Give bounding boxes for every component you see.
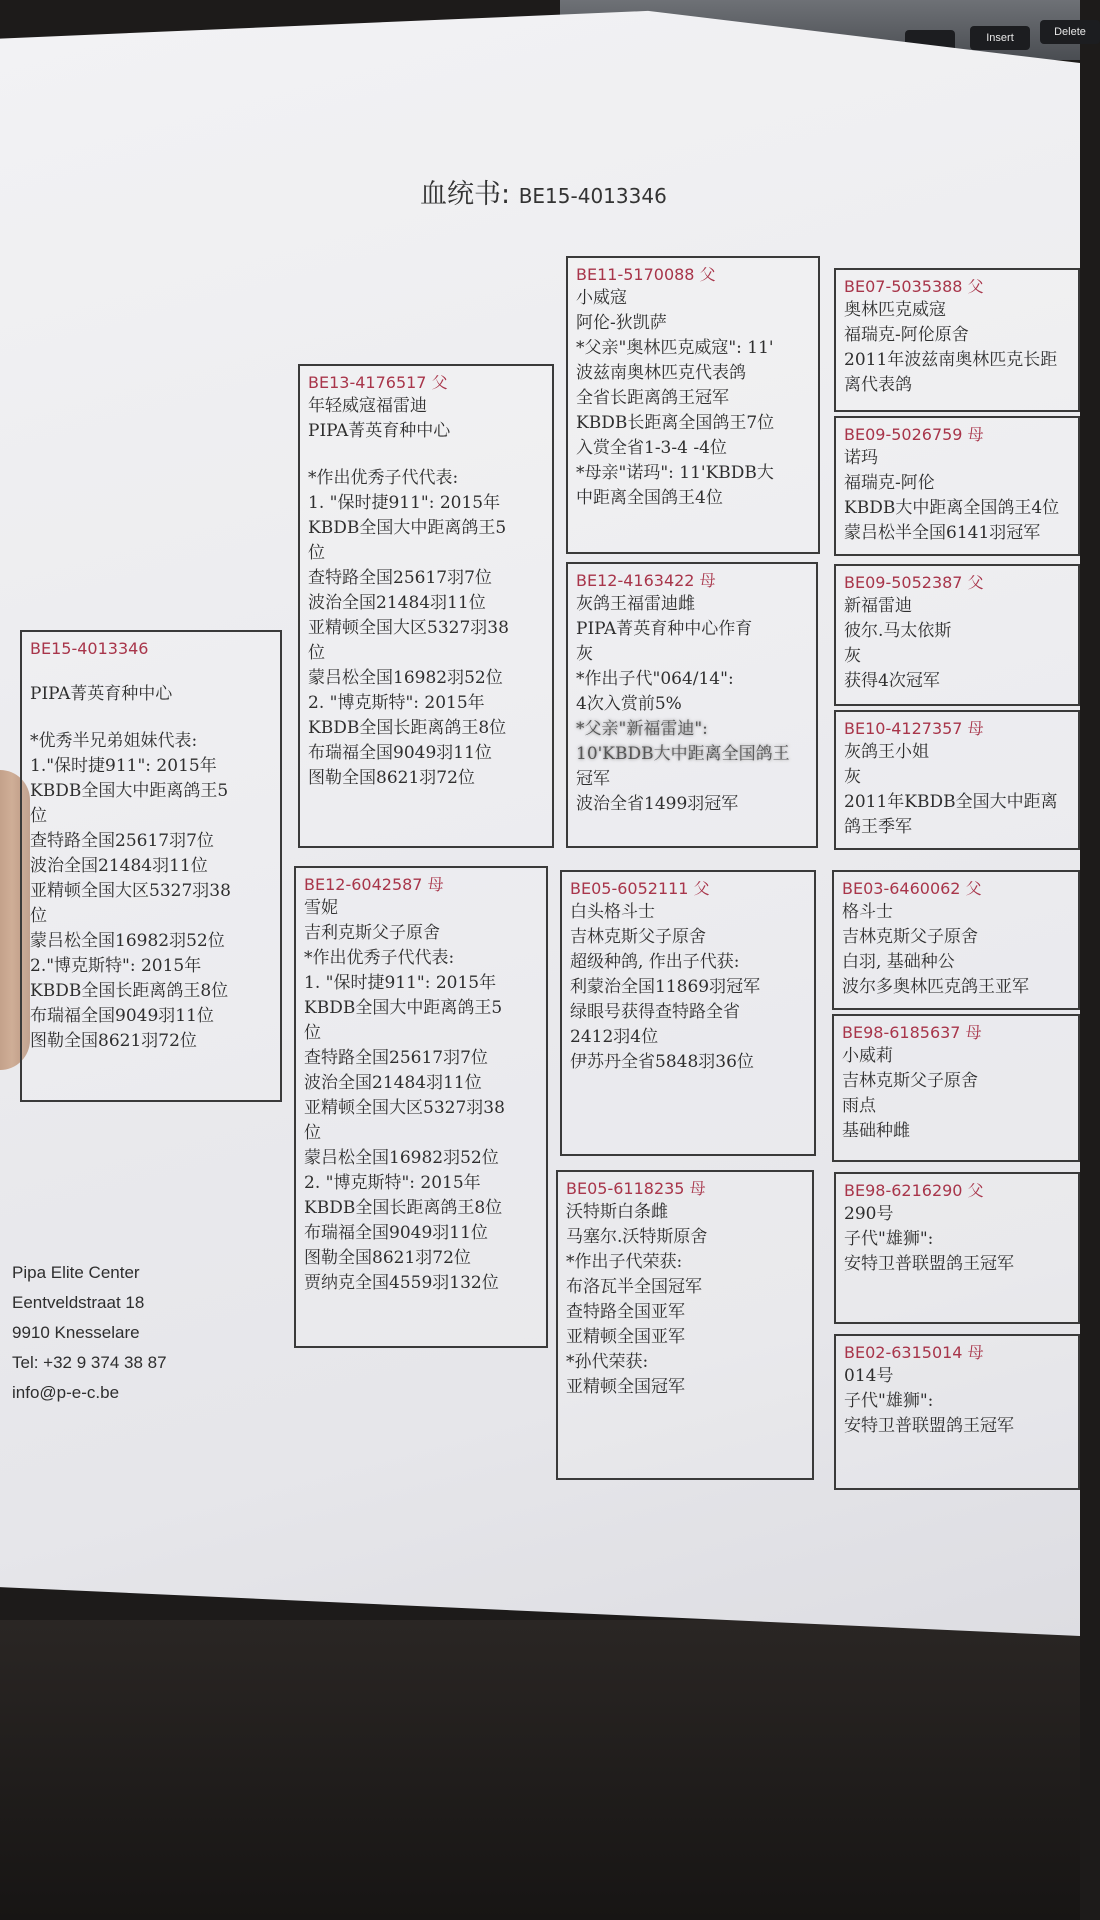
pedigree-line: 查特路全国亚军: [566, 1302, 685, 1322]
pedigree-line: *作出优秀子代代表:: [304, 948, 455, 968]
pedigree-line: 绿眼号获得查特路全省: [570, 1002, 740, 1022]
sdd-box: [834, 710, 1080, 850]
footer-city: 9910 Knesselare: [12, 1323, 140, 1342]
pedigree-line: *作出子代"064/14":: [576, 669, 734, 689]
pedigree-line: KBDB全国长距离鸽王8位: [308, 718, 507, 738]
pedigree-line: 2011年KBDB全国大中距离: [844, 792, 1058, 812]
pedigree-line: 1."保时捷911": 2015年: [30, 756, 217, 776]
pedigree-line: 灰: [844, 767, 861, 787]
pedigree-line: *作出子代荣获:: [566, 1252, 683, 1272]
pedigree-line: 波治全国21484羽11位: [308, 593, 486, 613]
sire-sire-box: [566, 256, 820, 554]
ring-number: BE02-6315014 母: [844, 1343, 984, 1362]
pedigree-line: *父亲"奥林匹克威寇": 11': [576, 338, 774, 358]
pedigree-line: 位: [308, 543, 325, 563]
pedigree-line: *母亲"诺玛": 11'KBDB大: [576, 463, 774, 483]
ring-number: BE09-5026759 母: [844, 425, 984, 444]
pedigree-line: 2011年波兹南奥林匹克长距: [844, 350, 1058, 370]
pedigree-line: 子代"雄狮":: [844, 1229, 934, 1249]
pedigree-line: 位: [304, 1123, 321, 1143]
pedigree-line: 位: [308, 643, 325, 663]
pedigree-line: 雪妮: [304, 898, 338, 918]
pedigree-line: 2. "博克斯特": 2015年: [308, 693, 485, 713]
title-label: 血统书:: [420, 179, 511, 210]
ring-number: BE11-5170088 父: [576, 265, 716, 284]
pedigree-line: 吉林克斯父子原舍: [842, 1071, 978, 1091]
pedigree-line: 新福雷迪: [844, 596, 912, 616]
pedigree-line: 鸽王季军: [844, 817, 912, 837]
pedigree-line: [30, 707, 272, 729]
pedigree-line: 位: [30, 906, 47, 926]
ring-number: BE05-6118235 母: [566, 1179, 706, 1198]
table-surface: [0, 1620, 1080, 1920]
pedigree-line: 灰鸽王福雷迪雌: [576, 594, 695, 614]
pedigree-line: 吉林克斯父子原舍: [570, 927, 706, 947]
pedigree-line: 沃特斯白条雌: [566, 1202, 668, 1222]
ssd-box: [834, 416, 1080, 556]
pedigree-line: 马塞尔.沃特斯原舍: [566, 1227, 708, 1247]
pedigree-line: 蒙吕松全国16982羽52位: [308, 668, 503, 688]
pedigree-line: 超级种鸽, 作出子代获:: [570, 952, 740, 972]
pedigree-line: 布瑞福全国9049羽11位: [308, 743, 492, 763]
pedigree-line: 安特卫普联盟鸽王冠军: [844, 1254, 1014, 1274]
pedigree-line: PIPA菁英育种中心: [30, 684, 173, 704]
pedigree-line: 基础种雌: [842, 1121, 910, 1141]
pedigree-line: PIPA菁英育种中心: [308, 421, 451, 441]
pedigree-line: 位: [30, 806, 47, 826]
pedigree-line: 格斗士: [842, 902, 893, 922]
pedigree-line: 10'KBDB大中距离全国鸽王: [576, 744, 790, 764]
sds-box: [834, 564, 1080, 706]
pedigree-line: 全省长距离鸽王冠军: [576, 388, 729, 408]
pedigree-line: KBDB全国长距离鸽王8位: [30, 981, 229, 1001]
ring-number: BE09-5052387 父: [844, 573, 984, 592]
footer-phone: Tel: +32 9 374 38 87: [12, 1353, 167, 1372]
pedigree-line: 亚精顿全国冠军: [566, 1377, 685, 1397]
ring-number: BE05-6052111 父: [570, 879, 710, 898]
title-code: BE15-4013346: [518, 184, 667, 208]
pedigree-line: 014号: [844, 1366, 894, 1386]
pedigree-line: 亚精顿全国大区5327羽38: [304, 1098, 505, 1118]
pedigree-line: 2. "博克斯特": 2015年: [304, 1173, 481, 1193]
pedigree-line: 2."博克斯特": 2015年: [30, 956, 202, 976]
pedigree-line: 布洛瓦半全国冠军: [566, 1277, 702, 1297]
pedigree-line: 图勒全国8621羽72位: [308, 768, 475, 788]
pedigree-line: 4次入赏前5%: [576, 694, 682, 714]
pedigree-line: 子代"雄狮":: [844, 1391, 934, 1411]
ring-number: BE07-5035388 父: [844, 277, 984, 296]
ring-number: BE13-4176517 父: [308, 373, 448, 392]
pedigree-line: 吉林克斯父子原舍: [842, 927, 978, 947]
pedigree-line: 波治全省1499羽冠军: [576, 794, 739, 814]
pedigree-line: 贾纳克全国4559羽132位: [304, 1273, 499, 1293]
pedigree-line: 获得4次冠军: [844, 671, 940, 691]
pedigree-line: 灰: [576, 644, 593, 664]
pedigree-line: 2412羽4位: [570, 1027, 659, 1047]
pedigree-line: 亚精顿全国亚军: [566, 1327, 685, 1347]
pedigree-line: 蒙吕松全国16982羽52位: [30, 931, 225, 951]
pedigree-line: 白头格斗士: [570, 902, 655, 922]
pedigree-line: [30, 660, 272, 682]
delete-key: Delete: [1040, 20, 1100, 44]
ring-number: BE12-6042587 母: [304, 875, 444, 894]
pedigree-line: 小威莉: [842, 1046, 893, 1066]
pedigree-line: 灰鸽王小姐: [844, 742, 929, 762]
ring-number: BE03-6460062 父: [842, 879, 982, 898]
pedigree-line: 白羽, 基础种公: [842, 952, 955, 972]
pedigree-line: 吉利克斯父子原舍: [304, 923, 440, 943]
footer-org: Pipa Elite Center: [12, 1263, 140, 1282]
pedigree-line: 安特卫普联盟鸽王冠军: [844, 1416, 1014, 1436]
pedigree-line: 布瑞福全国9049羽11位: [304, 1223, 488, 1243]
document-title: [420, 172, 667, 211]
pedigree-line: 波兹南奥林匹克代表鸽: [576, 363, 746, 383]
dss-box: [832, 870, 1080, 1010]
pedigree-line: 查特路全国25617羽7位: [308, 568, 492, 588]
footer-email: info@p-e-c.be: [12, 1383, 120, 1402]
dam-dam-box: [556, 1170, 814, 1480]
pedigree-line: 290号: [844, 1204, 894, 1224]
sss-box: [834, 268, 1080, 412]
pedigree-line: KBDB全国大中距离鸽王5: [30, 781, 229, 801]
pedigree-line: [308, 444, 544, 466]
subject-pigeon-box: [20, 630, 282, 1102]
pedigree-line: 位: [304, 1023, 321, 1043]
pedigree-line: 福瑞克-阿伦原舍: [844, 325, 969, 345]
pedigree-line: 奥林匹克威寇: [844, 300, 946, 320]
pedigree-line: 蒙吕松半全国6141羽冠军: [844, 523, 1041, 543]
pedigree-line: KBDB全国长距离鸽王8位: [304, 1198, 503, 1218]
dam-sire-box: [560, 870, 816, 1156]
pedigree-line: 诺玛: [844, 448, 878, 468]
pedigree-line: 伊苏丹全省5848羽36位: [570, 1052, 754, 1072]
pedigree-line: PIPA菁英育种中心作育: [576, 619, 753, 639]
pedigree-line: 中距离全国鸽王4位: [576, 488, 723, 508]
pedigree-line: 彼尔.马太依斯: [844, 621, 952, 641]
pedigree-line: 1. "保时捷911": 2015年: [304, 973, 497, 993]
pedigree-line: 查特路全国25617羽7位: [30, 831, 214, 851]
pedigree-line: 冠军: [576, 769, 610, 789]
pedigree-line: 亚精顿全国大区5327羽38: [30, 881, 231, 901]
pedigree-line: 亚精顿全国大区5327羽38: [308, 618, 509, 638]
pedigree-line: *优秀半兄弟姐妹代表:: [30, 731, 198, 751]
ring-number: BE98-6185637 母: [842, 1023, 982, 1042]
pedigree-line: 波治全国21484羽11位: [30, 856, 208, 876]
pedigree-line: KBDB全国大中距离鸽王5: [304, 998, 503, 1018]
pedigree-line: 小威寇: [576, 288, 627, 308]
sire-dam-box: [566, 562, 818, 848]
pedigree-line: 福瑞克-阿伦: [844, 473, 935, 493]
ring-number: BE10-4127357 母: [844, 719, 984, 738]
ddd-box: [834, 1334, 1080, 1490]
pedigree-line: 利蒙治全国11869羽冠军: [570, 977, 761, 997]
pedigree-line: KBDB长距离全国鸽王7位: [576, 413, 775, 433]
ring-number: BE98-6216290 父: [844, 1181, 984, 1200]
sire-box: [298, 364, 554, 848]
pedigree-line: 离代表鸽: [844, 375, 912, 395]
dam-box: [294, 866, 548, 1348]
pedigree-line: 年轻威寇福雷迪: [308, 396, 427, 416]
ring-number: BE12-4163422 母: [576, 571, 716, 590]
dds-box: [834, 1172, 1080, 1324]
pedigree-line: 入赏全省1-3-4 -4位: [576, 438, 727, 458]
pedigree-line: 波尔多奥林匹克鸽王亚军: [842, 977, 1029, 997]
pedigree-line: 1. "保时捷911": 2015年: [308, 493, 501, 513]
insert-key: Insert: [970, 26, 1030, 50]
footer-street: Eentveldstraat 18: [12, 1293, 145, 1312]
pedigree-line: KBDB全国大中距离鸽王5: [308, 518, 507, 538]
pedigree-line: 图勒全国8621羽72位: [30, 1031, 197, 1051]
pedigree-line: *父亲"新福雷迪":: [576, 719, 708, 739]
pedigree-line: 布瑞福全国9049羽11位: [30, 1006, 214, 1026]
pedigree-line: KBDB大中距离全国鸽王4位: [844, 498, 1060, 518]
pedigree-line: 蒙吕松全国16982羽52位: [304, 1148, 499, 1168]
pedigree-line: *孙代荣获:: [566, 1352, 649, 1372]
contact-footer: [12, 1258, 167, 1408]
dsd-box: [832, 1014, 1080, 1162]
pedigree-line: 灰: [844, 646, 861, 666]
pedigree-line: 图勒全国8621羽72位: [304, 1248, 471, 1268]
pedigree-line: 波治全国21484羽11位: [304, 1073, 482, 1093]
pedigree-line: 查特路全国25617羽7位: [304, 1048, 488, 1068]
ring-number: BE15-4013346: [30, 639, 149, 658]
pedigree-line: 阿伦-狄凯萨: [576, 313, 667, 333]
pedigree-line: 雨点: [842, 1096, 876, 1116]
pedigree-line: *作出优秀子代代表:: [308, 468, 459, 488]
